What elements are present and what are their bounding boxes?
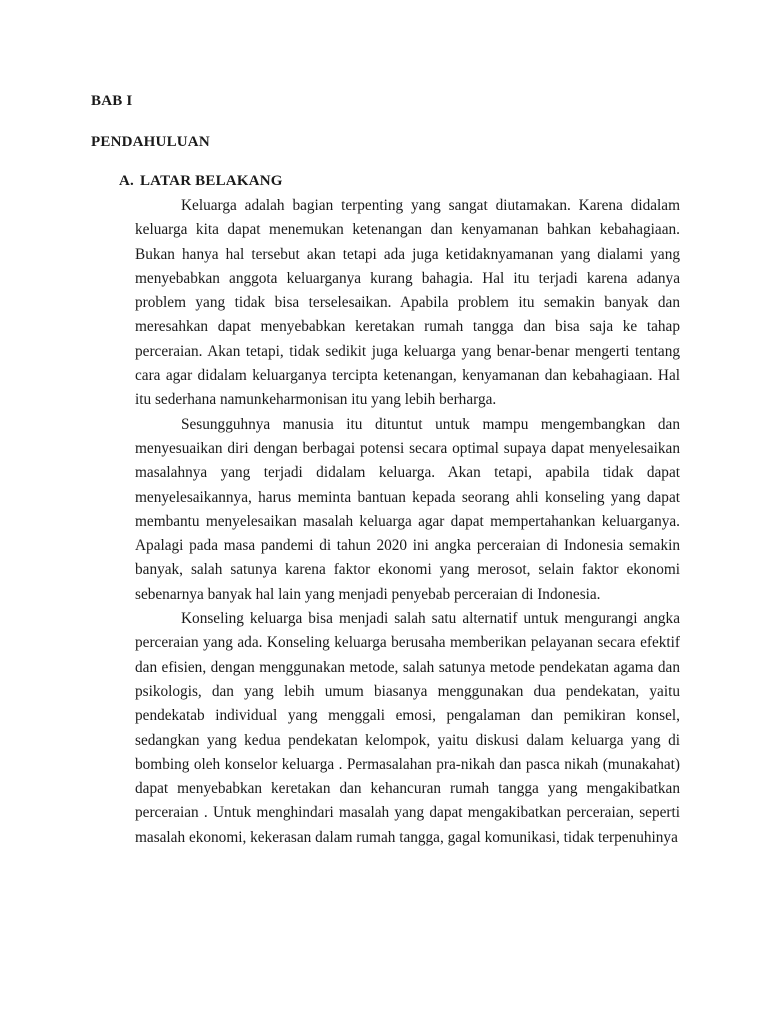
- body-text: [135, 194, 680, 850]
- chapter-title: PENDAHULUAN: [91, 134, 210, 150]
- section-number: A.: [119, 173, 134, 189]
- paragraph: Konseling keluarga bisa menjadi salah satu alternatif untuk mengurangi angka perceraian yang ada. Konseling keluarga berusaha memberikan pelayanan secara efektif dan efisien, dengan menggunakan metode, salah satunya metode pendekatan agama dan psikologis, dan yang lebih umum biasanya menggunakan dua pendekatan, yaitu pendekatab individual yang menggali emosi, pengalaman dan pemikiran konsel, sedangkan yang kedua pendekatan kelompok, yaitu diskusi dalam keluarga yang di bombing oleh konselor keluarga . Permasalahan pra-nikah dan pasca nikah (munakahat) dapat menyebabkan keretakan dan kehancuran rumah tangga yang mengakibatkan perceraian . Untuk menghindari masalah yang dapat mengakibatkan perceraian, seperti masalah ekonomi, kekerasan dalam rumah tangga, gagal komunikasi, tidak terpenuhinya: [135, 610, 680, 846]
- paragraph: Sesungguhnya manusia itu dituntut untuk mampu mengembangkan dan menyesuaikan diri dengan berbagai potensi secara optimal supaya dapat menyelesaikan masalahnya yang terjadi didalam keluarga. Akan tetapi, apabila tidak dapat menyelesaikannya, harus meminta bantuan kepada seorang ahli konseling yang dapat membantu menyelesaikan masalah keluarga agar dapat mempertahankan keluarganya. Apalagi pada masa pandemi di tahun 2020 ini angka perceraian di Indonesia semakin banyak, salah satunya karena faktor ekonomi yang merosot, selain faktor ekonomi sebenarnya banyak hal lain yang menjadi penyebab perceraian di Indonesia.: [135, 415, 680, 603]
- chapter-heading: BAB I: [91, 93, 133, 109]
- section-title: LATAR BELAKANG: [139, 173, 283, 189]
- paragraph: Keluarga adalah bagian terpenting yang sangat diutamakan. Karena didalam keluarga kita dapat menemukan ketenangan dan kenyamanan bahkan kebahagiaan. Bukan hanya hal tersebut akan tetapi ada juga ketidaknyamanan yang dialami yang menyebabkan anggota keluarganya kurang bahagia. Hal itu terjadi karena adanya problem yang tidak bisa terselesaikan. Apabila problem itu semakin banyak dan meresahkan dapat menyebabkan keretakan rumah tangga dan bisa saja ke tahap perceraian. Akan tetapi, tidak sedikit juga keluarga yang benar-benar mengerti tentang cara agar didalam keluarganya tercipta ketenangan, kenyamanan dan kebahagiaan. Hal itu sederhana namunkeharmonisan itu yang lebih berharga.: [135, 197, 680, 409]
- section-heading: [119, 173, 283, 190]
